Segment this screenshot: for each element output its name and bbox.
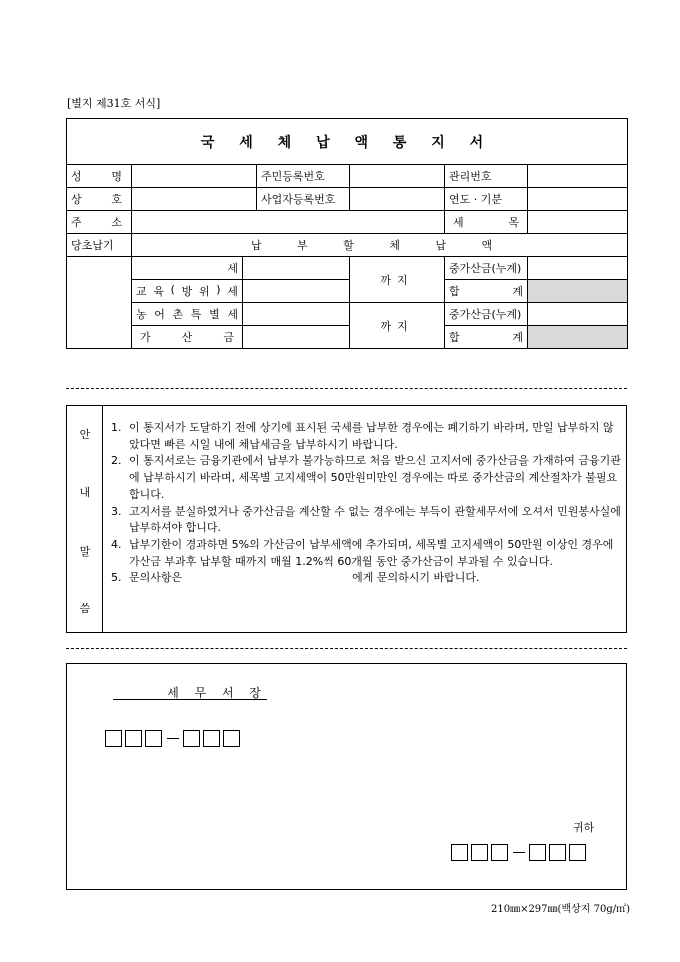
notice-list — [111, 420, 621, 587]
notice-box — [66, 405, 627, 633]
label-char: 가 — [140, 331, 151, 344]
label-char: ( — [170, 283, 175, 296]
notice-num: 5. — [111, 571, 122, 585]
label-char: 합 — [449, 285, 460, 298]
label-char: ) — [216, 283, 221, 296]
label-char: 농 — [136, 308, 147, 321]
postal-digit-box — [471, 844, 488, 861]
label-char: 산 — [181, 331, 193, 344]
cut-line-2 — [66, 648, 627, 649]
label-char: 교 — [136, 285, 147, 298]
label-resident-no: 주민등록번호 — [257, 165, 350, 188]
label-surcharge-2: 중가산금(누계) — [445, 303, 528, 326]
notice-num: 4. — [111, 537, 122, 551]
notice-item — [111, 420, 621, 453]
notice-item — [111, 570, 621, 587]
name-label-text — [71, 168, 127, 184]
label-char: 주 — [71, 216, 87, 229]
label-business-name — [67, 188, 132, 211]
address-box — [66, 663, 627, 890]
tax-item-label-text — [449, 214, 523, 230]
postal-dash — [513, 852, 525, 854]
label-char: 방 — [181, 285, 193, 298]
field-total-1 — [528, 280, 628, 303]
postal-digit-box — [105, 730, 122, 747]
amount-header: 납 부 할 체 납 액 — [132, 234, 628, 257]
total-label-text-1 — [449, 283, 523, 299]
label-business-reg-no: 사업자등록번호 — [257, 188, 350, 211]
business-name-label-text — [71, 191, 127, 207]
notice-text: 납부기한이 경과하면 5%의 가산금이 납부세액에 추가되며, 세목별 고지세액이 50만원 이상인 경우에 가산금 부과후 납부할 때까지 매월 1.2%씩 60개월 동안 중가산금이 부과될 수 있습니다. — [129, 537, 614, 568]
label-char: 상 — [71, 193, 87, 206]
notice-table — [66, 118, 628, 349]
label-surcharge-1: 중가산금(누계) — [445, 257, 528, 280]
field-rural-tax — [243, 303, 350, 326]
notice-side-label — [67, 406, 103, 632]
postal-digit-box — [549, 844, 566, 861]
label-char: 성 — [71, 170, 87, 183]
label-total-2 — [445, 326, 528, 349]
label-address — [67, 211, 132, 234]
label-char: 명 — [111, 170, 127, 183]
label-char: 계 — [512, 285, 523, 298]
label-char: 촌 — [172, 308, 184, 321]
field-address — [132, 211, 445, 234]
notice-num: 3. — [111, 504, 122, 518]
postal-digit-box — [529, 844, 546, 861]
penalty-label-text — [136, 329, 238, 345]
field-mgmt-no — [528, 165, 628, 188]
label-tax: 세 — [132, 257, 243, 280]
postal-digit-box — [491, 844, 508, 861]
label-char: 세 — [227, 285, 238, 298]
label-char: 특 — [190, 308, 202, 321]
label-char: 위 — [198, 285, 210, 298]
label-penalty — [132, 326, 243, 349]
field-total-2 — [528, 326, 628, 349]
postal-digit-box — [223, 730, 240, 747]
field-resident-no — [350, 165, 445, 188]
tax-office-head-text: 세 무 서 장 — [167, 686, 267, 700]
field-due-date — [67, 257, 132, 349]
notice-item — [111, 504, 621, 537]
field-surcharge-1 — [528, 257, 628, 280]
postal-digit-box — [569, 844, 586, 861]
notice-text: 문의사항은 — [129, 571, 183, 585]
notice-item — [111, 453, 621, 503]
label-char: 목 — [508, 216, 519, 229]
label-edu-tax — [132, 280, 243, 303]
until-label-2: 까지 — [350, 303, 445, 349]
notice-num: 2. — [111, 454, 122, 468]
label-name — [67, 165, 132, 188]
label-mgmt-no: 관리번호 — [445, 165, 528, 188]
recipient-suffix: 귀하 — [573, 821, 595, 834]
side-char-4: 씀 — [79, 602, 91, 615]
form-number-label: [별지 제31호 서식] — [67, 97, 161, 110]
tax-office-head — [113, 684, 267, 700]
label-char: 합 — [449, 331, 460, 344]
postal-dash — [167, 738, 179, 740]
label-char: 육 — [153, 285, 164, 298]
edu-tax-label-text — [136, 283, 238, 299]
field-penalty — [243, 326, 350, 349]
address-label-text — [71, 214, 127, 230]
label-char: 계 — [512, 331, 523, 344]
field-name — [132, 165, 257, 188]
field-business-name — [132, 188, 257, 211]
postal-digit-box — [145, 730, 162, 747]
label-char: 금 — [223, 331, 234, 344]
label-char: 별 — [209, 308, 220, 321]
label-rural-tax — [132, 303, 243, 326]
postal-digit-box — [183, 730, 200, 747]
label-char: 어 — [154, 308, 165, 321]
label-char: 세 — [453, 216, 464, 229]
field-surcharge-2 — [528, 303, 628, 326]
label-char: 소 — [111, 216, 127, 229]
label-char: 호 — [111, 193, 127, 206]
cut-line-1 — [66, 388, 627, 389]
until-label-1: 까지 — [350, 257, 445, 303]
field-year-period — [528, 188, 628, 211]
notice-text-wrap — [129, 570, 621, 587]
notice-text-tail: 에게 문의하시기 바랍니다. — [352, 571, 480, 585]
notice-num: 1. — [111, 421, 122, 434]
notice-text: 이 통지서로는 금융기관에서 납부가 불가능하므로 처음 받으신 고지서에 중가산금을 가재하여 금융기관에 납부하시기 바라며, 세목별 고지세액이 50만원미만인 경우에는 따로 중가산금의 계산절차가 불필요합니다. — [129, 454, 621, 501]
side-char-3: 말 — [79, 545, 91, 558]
total-label-text-2 — [449, 329, 523, 345]
label-char: 세 — [227, 308, 238, 321]
field-business-reg-no — [350, 188, 445, 211]
field-tax-item — [528, 211, 628, 234]
label-year-period: 연도 · 기분 — [445, 188, 528, 211]
sender-postal-code — [105, 730, 243, 747]
field-edu-tax — [243, 280, 350, 303]
postal-digit-box — [125, 730, 142, 747]
postal-digit-box — [203, 730, 220, 747]
notice-text: 고지서를 분실하였거나 중가산금을 계산할 수 없는 경우에는 부득이 관할세무서에 오셔서 민원봉사실에 납부하셔야 합니다. — [129, 504, 621, 535]
notice-item — [111, 537, 621, 570]
rural-tax-label-text — [136, 306, 238, 322]
notice-title: 국 세 체 납 액 통 지 서 — [67, 119, 628, 165]
label-due-date: 당초납기 — [67, 234, 132, 257]
notice-text: 이 통지서가 도달하기 전에 상기에 표시된 국세를 납부한 경우에는 폐기하기 바라며, 만일 납부하지 않았다면 빠른 시일 내에 체납세금을 납부하시기 바랍니다. — [129, 421, 614, 451]
side-char-2: 내 — [79, 486, 91, 499]
label-tax-item — [445, 211, 528, 234]
paper-spec: 210㎜×297㎜(백상지 70g/㎡) — [490, 904, 630, 915]
label-total-1 — [445, 280, 528, 303]
recipient-postal-code — [451, 844, 589, 861]
field-tax — [243, 257, 350, 280]
postal-digit-box — [451, 844, 468, 861]
side-char-1: 안 — [79, 428, 91, 441]
